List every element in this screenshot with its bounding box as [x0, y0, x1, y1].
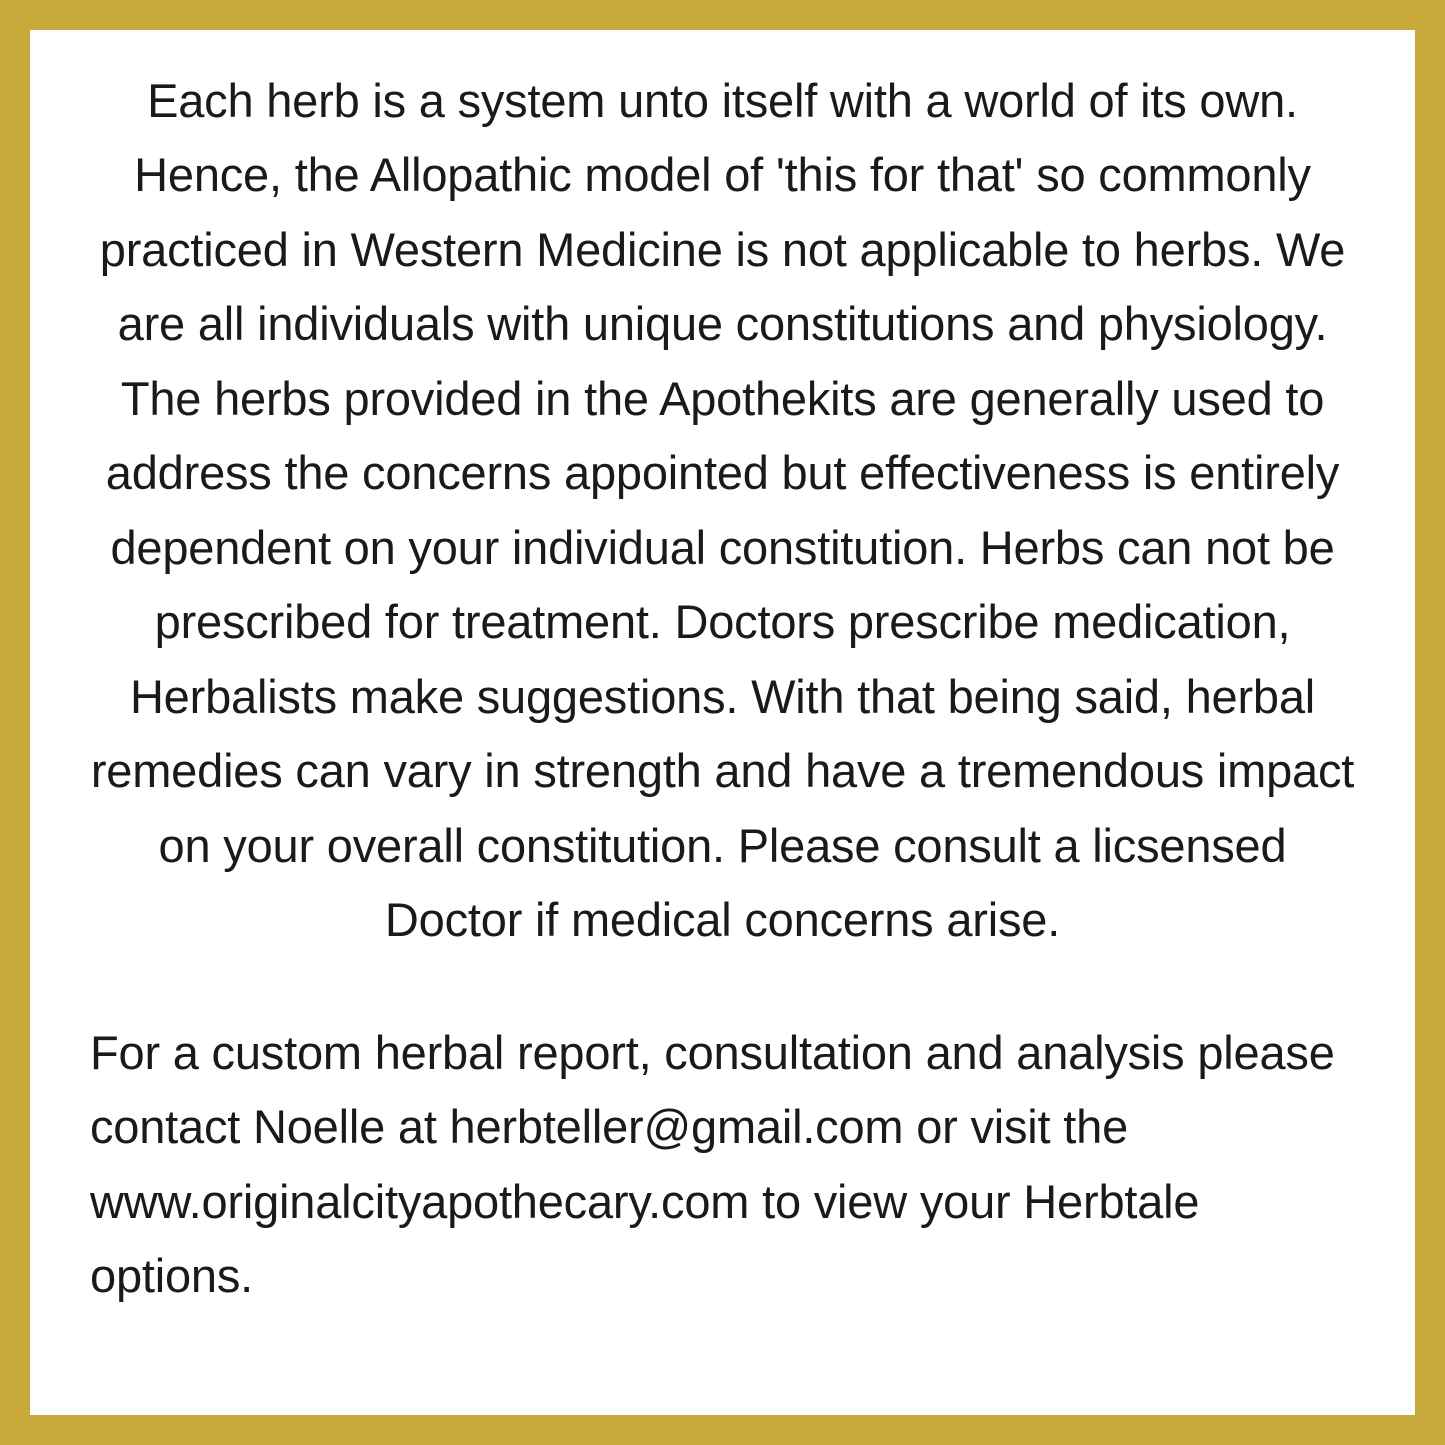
contact-paragraph: For a custom herbal report, consultation and analysis please contact Noelle at herbteller@gmail.com or visit the www.originalcityapothecary.com to view your Herbtale options. — [90, 1025, 1335, 1303]
disclaimer-paragraph: Each herb is a system unto itself with a world of its own. Hence, the Allopathic model of 'this for that' so commonly practiced in Western Medicine is not applicable to herbs. We are all individuals with unique constitutions and physiology. The herbs provided in the Apothekits are generally used to address the concerns appointed but effectiveness is entirely dependent on your individual constitution. Herbs can not be prescribed for treatment. Doctors prescribe medication, Herbalists make suggestions. With that being said, herbal remedies can vary in strength and have a tremendous impact on your overall constitution. Please consult a licsensed Doctor if medical concerns arise. — [90, 74, 1355, 947]
content-card — [30, 30, 1415, 1415]
